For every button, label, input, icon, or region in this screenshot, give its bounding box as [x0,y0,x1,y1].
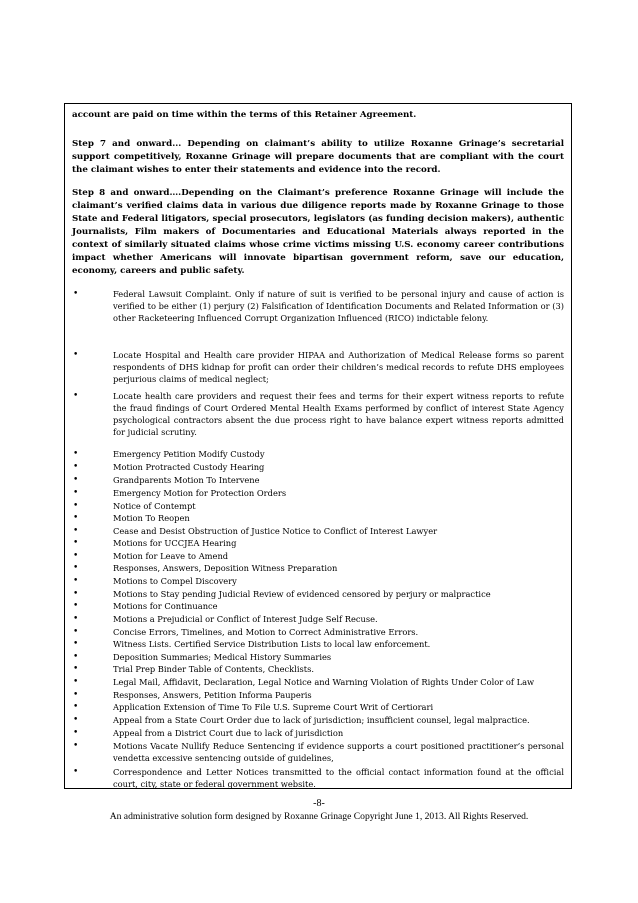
bullet-icon: • [73,526,79,536]
list-item: Legal Mail, Affidavit, Declaration, Legal Notice and Warning Violation of Rights Under Color of Law [113,677,535,687]
list-item: Appeal from a State Court Order due to lack of jurisdiction; insufficient counsel, legal malpractice. [113,715,530,725]
bullet-icon: • [73,677,79,687]
copyright-notice: An administrative solution form designed by Roxanne Grinage Copyright June 1, 2013. All Rights Reserved. [109,811,529,822]
list-item: Grandparents Motion To Intervene [113,475,260,485]
list-item: Responses, Answers, Petition Informa Pauperis [113,690,312,700]
list-item: Witness Lists. Certified Service Distribution Lists to local law enforcement. [113,639,431,649]
bullet-icon: • [73,391,79,401]
bullet-icon: • [73,488,79,498]
bullet-icon: • [73,563,79,573]
page-number: -8- [313,798,325,809]
list-item: Motion To Reopen [113,513,190,523]
bullet-icon: • [73,652,79,662]
bullet-icon: • [73,462,79,472]
list-item: Motions Vacate Nullify Reduce Sentencing if evidence supports a court positioned practitioner’s personal vendetta excessive sentencing outside of guidelines, [113,741,564,763]
list-item: Motion for Leave to Amend [113,551,229,561]
bullet-icon: • [73,589,79,599]
list-item: Motions a Prejudicial or Conflict of Interest Judge Self Recuse. [113,614,378,624]
bullet-icon: • [73,614,79,624]
bullet-icon: • [73,449,79,459]
list-item: Federal Lawsuit Complaint. Only if nature of suit is verified to be personal injury and cause of action is verified to be either (1) perjury (2) Falsification of Identification Documents and Related Information or (3) other Racketeering Influenced Corrupt Organization Influenced (RICO) indictable felony. [113,289,564,323]
bullet-icon: • [73,601,79,611]
list-item: Appeal from a District Court due to lack of jurisdiction [113,728,344,738]
paragraph-step-7: Step 7 and onward... Depending on claimant’s ability to utilize Roxanne Grinage’s secretarial support competitively, Roxanne Grinage will prepare documents that are compliant with the court the claimant wishes to enter their statements and evidence into the record. [72,139,564,175]
bullet-icon: • [73,741,79,751]
list-item: Locate Hospital and Health care provider HIPAA and Authorization of Medical Release forms so parent respondents of DHS kidnap for profit can order their children’s medical records to refute DHS employees perjurious claims of medical neglect; [113,350,564,384]
list-item: Motions for UCCJEA Hearing [113,538,237,548]
list-item: Motions to Compel Discovery [113,576,237,586]
list-item: Motions to Stay pending Judicial Review of evidenced censored by perjury or malpractice [113,589,491,599]
bullet-icon: • [73,702,79,712]
bullet-icon: • [73,475,79,485]
list-item: Motions for Continuance [113,601,218,611]
bullet-icon: • [73,715,79,725]
bullet-icon: • [73,576,79,586]
list-item: Responses, Answers, Deposition Witness Preparation [113,563,338,573]
list-item: Emergency Petition Modify Custody [113,449,265,459]
list-item: Cease and Desist Obstruction of Justice Notice to Conflict of Interest Lawyer [113,526,438,536]
bullet-icon: • [73,501,79,511]
bullet-icon: • [73,728,79,738]
bullet-icon: • [73,767,79,777]
paragraph-retainer: account are paid on time within the terms of this Retainer Agreement. [72,110,417,120]
bullet-icon: • [73,664,79,674]
paragraph-step-8: Step 8 and onward….Depending on the Claimant’s preference Roxanne Grinage will include the claimant’s verified claims data in various due diligence reports made by Roxanne Grinage to those State and Federal litigators, special prosecutors, legislators (as funding decision makers), authentic Journalists, Film makers of Documentaries and Educational Materials always reported in the context of similarly situated claims whose crime victims missing U.S. economy career contributions impact whether Americans will innovate bipartisan government reform, save our education, economy, careers and public safety. [72,188,564,276]
bullet-icon: • [73,639,79,649]
list-item: Correspondence and Letter Notices transmitted to the official contact information found at the official court, city, state or federal government website. [113,767,564,789]
list-item: Locate health care providers and request their fees and terms for their expert witness reports to refute the fraud findings of Court Ordered Mental Health Exams performed by conflict of interest State Agency psychological contractors absent the due process right to have balance expert witness reports admitted for judicial scrutiny. [113,391,564,437]
bullet-icon: • [73,289,79,299]
list-item: Trial Prep Binder Table of Contents, Checklists. [113,664,314,674]
list-item: Concise Errors, Timelines, and Motion to Correct Administrative Errors. [113,627,419,637]
bullet-icon: • [73,538,79,548]
bullet-icon: • [73,551,79,561]
list-item: Motion Protracted Custody Hearing [113,462,265,472]
list-item: Application Extension of Time To File U.S. Supreme Court Writ of Certiorari [113,702,434,712]
bullet-icon: • [73,350,79,360]
list-item: Deposition Summaries; Medical History Summaries [113,652,332,662]
bullet-icon: • [73,513,79,523]
bullet-icon: • [73,627,79,637]
bullet-icon: • [73,690,79,700]
list-item: Notice of Contempt [113,501,196,511]
list-item: Emergency Motion for Protection Orders [113,488,287,498]
